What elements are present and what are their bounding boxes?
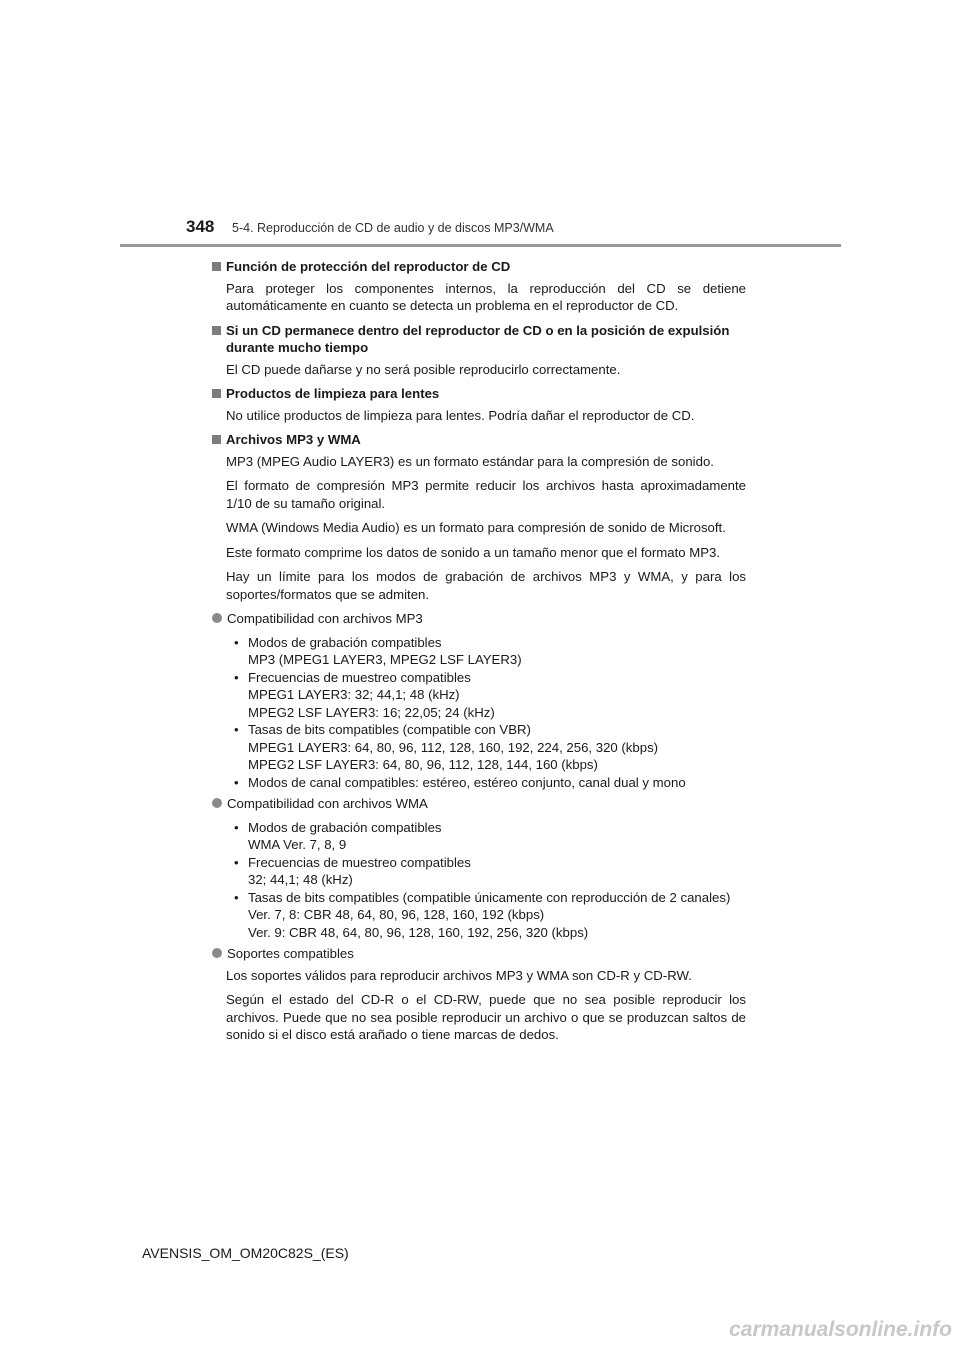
- paragraph: Para proteger los componentes internos, la reproducción del CD se detiene automáticamente en cuanto se detecta un problema en el reproductor de CD.: [226, 280, 746, 313]
- paragraph: WMA (Windows Media Audio) es un formato para compresión de sonido de Microsoft.: [226, 520, 726, 535]
- section-lens-cleaners: [210, 385, 746, 424]
- paragraph: No utilice productos de limpieza para lentes. Podría dañar el reproductor de CD.: [226, 407, 695, 423]
- square-bullet-icon: [212, 389, 221, 398]
- subsection-supported-media: [210, 945, 746, 1044]
- section-cd-protection: [210, 258, 746, 315]
- header-rule: [120, 244, 841, 247]
- running-head: 5-4. Reproducción de CD de audio y de discos MP3/WMA: [232, 221, 554, 235]
- page-header: [0, 0, 960, 250]
- section-mp3-wma-files: [210, 431, 746, 603]
- section-cd-left-inside: [210, 322, 746, 379]
- paragraph: MP3 (MPEG Audio LAYER3) es un formato estándar para la compresión de sonido.: [226, 453, 714, 469]
- section-title: Archivos MP3 y WMA: [210, 431, 746, 449]
- footer-doc-code: AVENSIS_OM_OM20C82S_(ES): [142, 1245, 349, 1261]
- page-number: 348: [186, 217, 215, 236]
- paragraph: Este formato comprime los datos de sonido a un tamaño menor que el formato MP3.: [226, 544, 721, 560]
- watermark-logo: carmanualsonline.info: [729, 1318, 952, 1341]
- bullet-list: [234, 819, 746, 942]
- bullet-dot-icon: •: [234, 722, 239, 737]
- bullet-list: [234, 634, 746, 792]
- list-item: • Modos de grabación compatibles MP3 (MPEG1 LAYER3, MPEG2 LSF LAYER3): [234, 634, 522, 667]
- subsection-mp3-compat: [210, 610, 746, 791]
- list-item: • Modos de grabación compatibles WMA Ver. 7, 8, 9: [234, 819, 442, 852]
- list-item: • Tasas de bits compatibles (compatible con VBR) MPEG1 LAYER3: 64, 80, 96, 112, 128, 160, 192, 224, 256, 320 (kbps) MPEG2 LSF LAYER3: 64, 80, 96, 112, 128, 144, 160 (kbps): [234, 722, 659, 772]
- subsection-wma-compat: [210, 795, 746, 941]
- bullet-dot-icon: •: [234, 774, 239, 790]
- subsection-title: Compatibilidad con archivos MP3: [210, 610, 746, 628]
- list-item: • Frecuencias de muestreo compatibles 32; 44,1; 48 (kHz): [234, 854, 471, 887]
- bullet-dot-icon: •: [234, 669, 239, 685]
- list-item: • Modos de canal compatibles: estéreo, estéreo conjunto, canal dual y mono: [234, 774, 686, 790]
- circle-bullet-icon: [212, 798, 222, 808]
- square-bullet-icon: [212, 435, 221, 444]
- section-title: Productos de limpieza para lentes: [210, 385, 746, 403]
- paragraph: Hay un límite para los modos de grabación de archivos MP3 y WMA, y para los soportes/formatos que se admiten.: [226, 569, 746, 602]
- section-title: Función de protección del reproductor de CD: [210, 258, 746, 276]
- content: [210, 254, 746, 1051]
- square-bullet-icon: [212, 326, 221, 335]
- subsection-title: Compatibilidad con archivos WMA: [210, 795, 746, 813]
- paragraph: Según el estado del CD-R o el CD-RW, puede que no sea posible reproducir los archivos. Puede que no sea posible reproducir un archivo o que se produzcan saltos de sonido si el disco está arañado o tiene marcas de dedos.: [226, 992, 746, 1042]
- square-bullet-icon: [212, 262, 221, 271]
- bullet-dot-icon: •: [234, 889, 239, 905]
- paragraph: El formato de compresión MP3 permite reducir los archivos hasta aproximadamente 1/10 de su tamaño original.: [226, 478, 746, 511]
- paragraph: El CD puede dañarse y no será posible reproducirlo correctamente.: [226, 361, 621, 377]
- bullet-dot-icon: •: [234, 854, 239, 870]
- section-title: Si un CD permanece dentro del reproductor de CD o en la posición de expulsión durante mucho tiempo: [210, 322, 746, 357]
- bullet-dot-icon: •: [234, 634, 239, 650]
- list-item: • Tasas de bits compatibles (compatible únicamente con reproducción de 2 canales) Ver. 7, 8: CBR 48, 64, 80, 96, 128, 160, 192 (kbps) Ver. 9: CBR 48, 64, 80, 96, 128, 160, 192, 256, 320 (kbps): [234, 889, 731, 940]
- subsection-title: Soportes compatibles: [210, 945, 746, 963]
- circle-bullet-icon: [212, 948, 222, 958]
- list-item: • Frecuencias de muestreo compatibles MPEG1 LAYER3: 32; 44,1; 48 (kHz) MPEG2 LSF LAYER3: 16; 22,05; 24 (kHz): [234, 669, 495, 720]
- circle-bullet-icon: [212, 613, 222, 623]
- paragraph: Los soportes válidos para reproducir archivos MP3 y WMA son CD-R y CD-RW.: [226, 967, 692, 983]
- bullet-dot-icon: •: [234, 819, 239, 835]
